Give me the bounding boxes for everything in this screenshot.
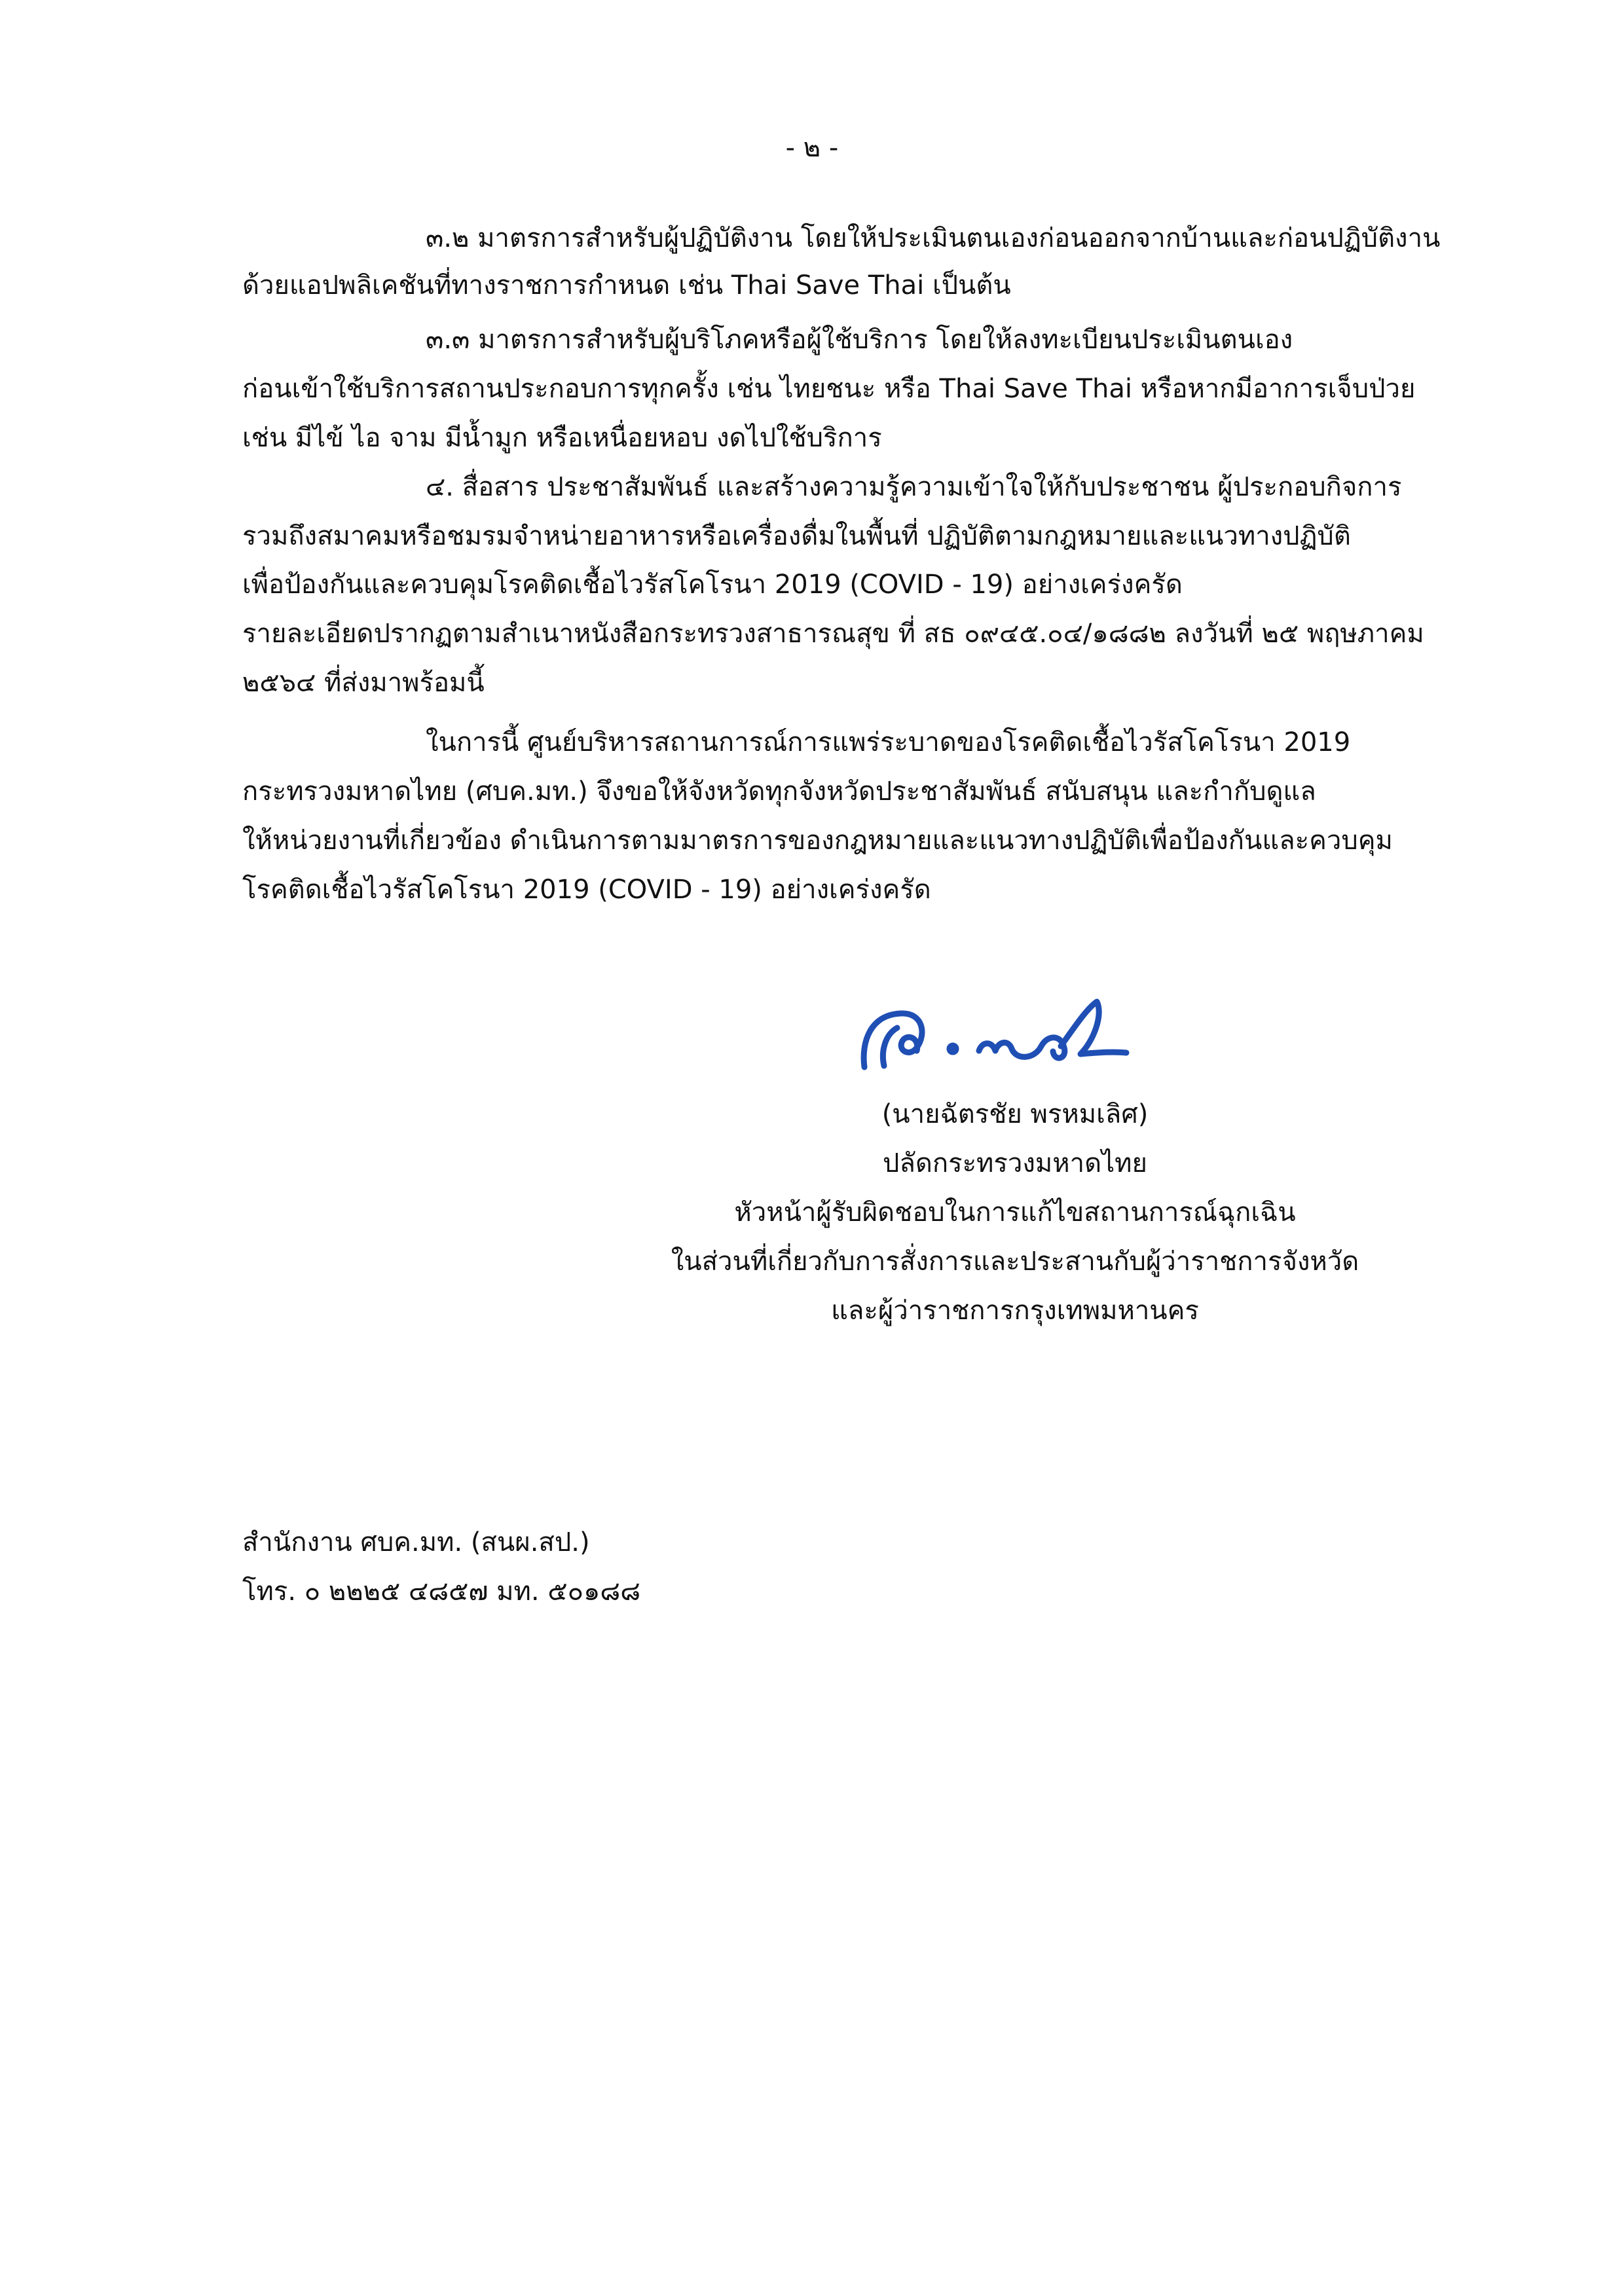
request-paragraph-line-1: ในการนี้ ศูนย์บริหารสถานการณ์การแพร่ระบาดของโรคติดเชื้อไวรัสโคโรนา 2019 xyxy=(426,727,1351,757)
signature-block xyxy=(589,1090,1441,1336)
request-paragraph-line-4: โรคติดเชื้อไวรัสโคโรนา 2019 (COVID - 19) อย่างเคร่งครัด xyxy=(242,875,931,905)
request-paragraph-line-2: กระทรวงมหาดไทย (ศบค.มท.) จึงขอให้จังหวัดทุกจังหวัดประชาสัมพันธ์ สนับสนุน และกำกับดูแล xyxy=(242,776,1316,807)
page-number: - ๒ - xyxy=(785,133,839,163)
paragraph-4-line-1: ๔. สื่อสาร ประชาสัมพันธ์ และสร้างความรู้ความเข้าใจให้กับประชาชน ผู้ประกอบกิจการ xyxy=(426,472,1402,502)
footer-office: สำนักงาน ศบค.มท. (สนผ.สป.) xyxy=(242,1527,590,1558)
paragraph-3-3-line-3: เช่น มีไข้ ไอ จาม มีน้ำมูก หรือเหนื่อยหอบ งดไปใช้บริการ xyxy=(242,423,882,453)
reference-line-1: รายละเอียดปรากฏตามสำเนาหนังสือกระทรวงสาธารณสุข ที่ สธ ๐๙๔๕.๐๔/๑๘๘๒ ลงวันที่ ๒๕ พฤษภาคม xyxy=(242,619,1424,649)
signatory-title-4: และผู้ว่าราชการกรุงเทพมหานคร xyxy=(831,1296,1199,1326)
signatory-title-1: ปลัดกระทรวงมหาดไทย xyxy=(882,1148,1147,1178)
request-paragraph-line-3: ให้หน่วยงานที่เกี่ยวข้อง ดำเนินการตามมาตรการของกฎหมายและแนวทางปฏิบัติเพื่อป้องกันและควบคุม xyxy=(242,826,1393,856)
paragraph-3-2-line-1: ๓.๒ มาตรการสำหรับผู้ปฏิบัติงาน โดยให้ประเมินตนเองก่อนออกจากบ้านและก่อนปฏิบัติงาน xyxy=(426,223,1441,253)
signatory-title-3: ในส่วนที่เกี่ยวกับการสั่งการและประสานกับผู้ว่าราชการจังหวัด xyxy=(671,1247,1359,1277)
paragraph-3-3-line-2: ก่อนเข้าใช้บริการสถานประกอบการทุกครั้ง เช่น ไทยชนะ หรือ Thai Save Thai หรือหากมีอาการเจ็บป่วย xyxy=(242,374,1416,404)
signatory-title-2: หัวหน้าผู้รับผิดชอบในการแก้ไขสถานการณ์ฉุกเฉิน xyxy=(734,1197,1296,1228)
paragraph-4-line-3: เพื่อป้องกันและควบคุมโรคติดเชื้อไวรัสโคโรนา 2019 (COVID - 19) อย่างเคร่งครัด xyxy=(242,570,1183,600)
footer-phone: โทร. ๐ ๒๒๒๕ ๔๘๕๗ มท. ๕๐๑๘๘ xyxy=(242,1576,641,1607)
paragraph-4-line-2: รวมถึงสมาคมหรือชมรมจำหน่ายอาหารหรือเครื่องดื่มในพื้นที่ ปฏิบัติตามกฎหมายและแนวทางปฏิบัติ xyxy=(242,521,1351,551)
signatory-name: (นายฉัตรชัย พรหมเลิศ) xyxy=(881,1099,1149,1129)
handwritten-signature-icon xyxy=(845,989,1133,1080)
paragraph-3-3-line-1: ๓.๓ มาตรการสำหรับผู้บริโภคหรือผู้ใช้บริการ โดยให้ลงทะเบียนประเมินตนเอง xyxy=(426,325,1293,355)
reference-line-2: ๒๕๖๔ ที่ส่งมาพร้อมนี้ xyxy=(242,668,485,698)
paragraph-3-2-line-2: ด้วยแอปพลิเคชันที่ทางราชการกำหนด เช่น Thai Save Thai เป็นต้น xyxy=(242,270,1011,301)
